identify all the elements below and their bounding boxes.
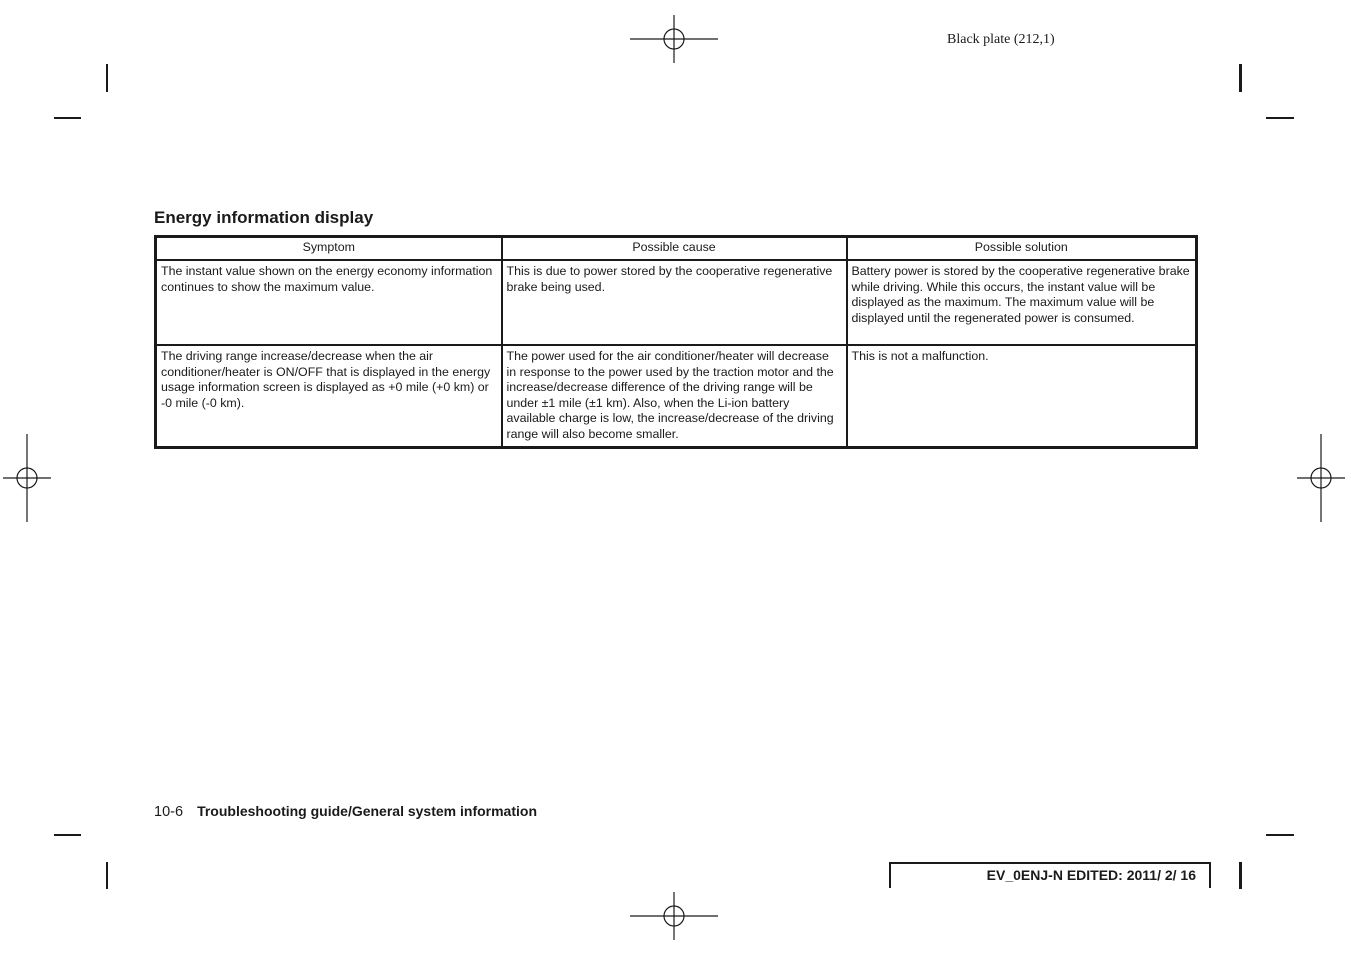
registration-mark-bottom-icon: [630, 872, 718, 960]
registration-mark-left-icon: [0, 434, 71, 522]
symptom-cell: The driving range increase/decrease when the air conditioner/heater is ON/OFF that is displayed in the energy usage information screen is displayed as +0 mile (+0 km) or -0 mile (-0 km).: [156, 345, 502, 447]
crop-mark-bottom-left-vertical: [106, 862, 108, 889]
page-number: 10-6: [154, 804, 184, 820]
table-header-row: [156, 237, 1197, 261]
column-header-possible-solution: Possible solution: [847, 237, 1197, 261]
crop-mark-top-right-vertical: [1239, 64, 1242, 92]
symptom-cell: The instant value shown on the energy economy information continues to show the maximum value.: [156, 260, 502, 345]
registration-mark-top-icon: [630, 0, 718, 83]
crop-mark-top-left-horizontal: [54, 117, 81, 119]
cause-cell: The power used for the air conditioner/heater will decrease in response to the power used by the traction motor and the increase/decrease difference of the driving range will be under ±1 mile (±1 km). Also, when the Li-ion battery available charge is low, the increase/decrease of the driving range will also become smaller.: [502, 345, 847, 447]
page-footer: [154, 803, 537, 820]
solution-cell: This is not a malfunction.: [847, 345, 1197, 447]
table-row: [156, 260, 1197, 345]
table-row: [156, 345, 1197, 447]
crop-mark-bottom-right-vertical: [1239, 862, 1242, 889]
column-header-possible-cause: Possible cause: [502, 237, 847, 261]
plate-label: Black plate (212,1): [947, 32, 1055, 47]
troubleshooting-table: [154, 235, 1198, 449]
cause-cell: This is due to power stored by the cooperative regenerative brake being used.: [502, 260, 847, 345]
footer-section-title: Troubleshooting guide/General system information: [197, 803, 537, 819]
column-header-symptom: Symptom: [156, 237, 502, 261]
edit-stamp: EV_0ENJ-N EDITED: 2011/ 2/ 16: [889, 862, 1211, 888]
crop-mark-bottom-left-horizontal: [54, 834, 81, 836]
registration-mark-right-icon: [1277, 434, 1351, 522]
crop-mark-top-left-vertical: [106, 64, 108, 92]
solution-cell: Battery power is stored by the cooperative regenerative brake while driving. While this occurs, the instant value will be displayed as the maximum. The maximum value will be displayed until the regenerated power is consumed.: [847, 260, 1197, 345]
crop-mark-top-right-horizontal: [1266, 117, 1294, 119]
crop-mark-bottom-right-horizontal: [1266, 834, 1294, 836]
section-title: Energy information display: [154, 208, 374, 227]
